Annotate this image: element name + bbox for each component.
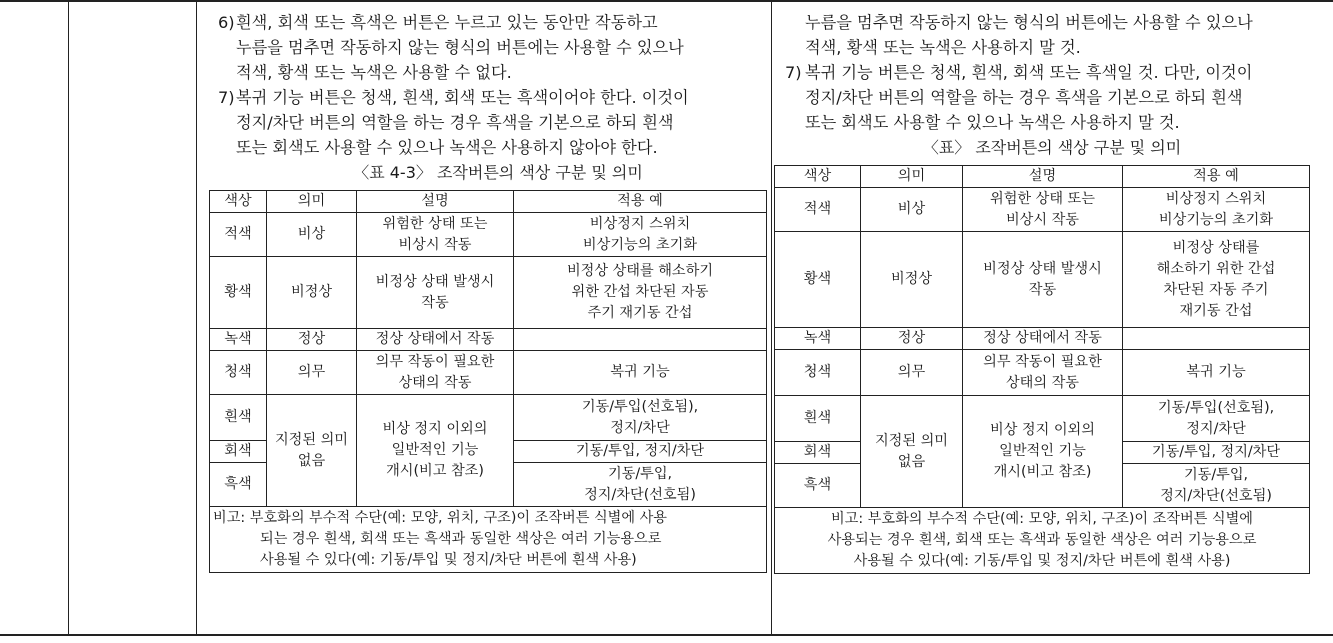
- table-cell: 청색: [210, 351, 267, 395]
- text-line: 복귀 기능 버튼은 청색, 흰색, 회색 또는 흑색이어야 한다. 이것이: [236, 88, 689, 107]
- table-cell: 복귀 기능: [1123, 350, 1310, 396]
- text-line: 적색, 황색 또는 녹색은 사용할 수 없다.: [236, 63, 512, 82]
- table-cell: 청색: [775, 350, 861, 396]
- table-cell: 의무: [861, 350, 963, 396]
- table-cell: 의무: [267, 351, 357, 395]
- table-row: [210, 257, 767, 329]
- table-note-row: [775, 508, 1310, 574]
- table-cell: 기동/투입, 정지/차단: [514, 441, 767, 463]
- table-cell: 비상: [267, 213, 357, 257]
- text-line: 복귀 기능 버튼은 청색, 흰색, 회색 또는 흑색일 것. 다만, 이것이: [805, 63, 1253, 82]
- table-header-row: [775, 166, 1310, 188]
- table-cell: 황색: [210, 257, 267, 329]
- table-cell: 비정상 상태를 해소하기 위한 간섭 차단된 자동 주기 재기동 간섭: [1123, 232, 1310, 328]
- item-number: 7): [218, 88, 235, 107]
- table-cell: 비정상 상태 발생시 작동: [963, 232, 1123, 328]
- table-cell: 기동/투입, 정지/차단(선호됨): [514, 463, 767, 507]
- table-cell: 적색: [775, 188, 861, 232]
- table-cell: 비정상 상태를 해소하기 위한 간섭 차단된 자동 주기 재기동 간섭: [514, 257, 767, 329]
- text-line: 흰색, 회색 또는 흑색은 버튼은 누르고 있는 동안만 작동하고: [236, 13, 658, 32]
- button-color-table: [209, 190, 767, 573]
- table-cell: 정상: [267, 329, 357, 351]
- header-cell: 의미: [267, 191, 357, 213]
- column-divider: [771, 0, 772, 636]
- table-row: [775, 350, 1310, 396]
- item-number: 7): [785, 63, 802, 82]
- table-cell: 회색: [775, 442, 861, 464]
- column-divider: [68, 0, 69, 636]
- table-row: [210, 351, 767, 395]
- table-cell: 지정된 의미 없음: [861, 396, 963, 508]
- table-header-row: [210, 191, 767, 213]
- header-cell: 적용 예: [1123, 166, 1310, 188]
- text-line: 정지/차단 버튼의 역할을 하는 경우 흑색을 기본으로 하되 흰색: [236, 113, 674, 132]
- text-line: 적색, 황색 또는 녹색은 사용하지 말 것.: [805, 38, 1081, 57]
- table-cell: 기동/투입(선호됨), 정지/차단: [1123, 396, 1310, 442]
- header-cell: 색상: [210, 191, 267, 213]
- table-cell: 녹색: [210, 329, 267, 351]
- table-note: 비고: 부호화의 부수적 수단(예: 모양, 위치, 구조)이 조작버튼 식별에 사용되는 경우 흰색, 회색 또는 흑색과 동일한 색상은 여러 기능용으로 사용될 수 있다(예: 기동/투입 및 정지/차단 버튼에 흰색 사용): [775, 508, 1310, 574]
- table-cell: 녹색: [775, 328, 861, 350]
- header-cell: 적용 예: [514, 191, 767, 213]
- text-line: 누름을 멈추면 작동하지 않는 형식의 버튼에는 사용할 수 있으나: [805, 13, 1253, 32]
- header-cell: 설명: [357, 191, 514, 213]
- table-cell: 위험한 상태 또는 비상시 작동: [357, 213, 514, 257]
- table-cell: [1123, 328, 1310, 350]
- table-cell: 의무 작동이 필요한 상태의 작동: [357, 351, 514, 395]
- table-cell: 기동/투입(선호됨), 정지/차단: [514, 395, 767, 441]
- table-note-row: [210, 507, 767, 573]
- table-top-border: [0, 0, 1333, 2]
- item-7: [200, 85, 766, 160]
- current-text-column: [200, 10, 766, 573]
- table-row: [775, 188, 1310, 232]
- table-cell: 정상 상태에서 작동: [963, 328, 1123, 350]
- item-number: 6): [218, 13, 235, 32]
- header-cell: 색상: [775, 166, 861, 188]
- header-cell: 설명: [963, 166, 1123, 188]
- revised-text-column: [775, 10, 1329, 574]
- table-cell: 비상 정지 이외의 일반적인 기능 개시(비고 참조): [963, 396, 1123, 508]
- text-line: 정지/차단 버튼의 역할을 하는 경우 흑색을 기본으로 하되 흰색: [805, 88, 1243, 107]
- table-row: [210, 395, 767, 441]
- table-cell: 회색: [210, 441, 267, 463]
- table-row: [775, 328, 1310, 350]
- item-6-continued: [200, 35, 766, 85]
- table-cell: 비상: [861, 188, 963, 232]
- table-row: [210, 329, 767, 351]
- table-cell: 비정상: [861, 232, 963, 328]
- table-row: [775, 396, 1310, 442]
- table-cell: 정상: [861, 328, 963, 350]
- table-cell: 비정상 상태 발생시 작동: [357, 257, 514, 329]
- table-cell: 복귀 기능: [514, 351, 767, 395]
- item-6: [200, 10, 766, 35]
- table-cell: 흰색: [775, 396, 861, 442]
- table-cell: [514, 329, 767, 351]
- table-cell: 기동/투입, 정지/차단(선호됨): [1123, 464, 1310, 508]
- item-7: [775, 60, 1329, 135]
- table-cell: 비정상: [267, 257, 357, 329]
- table-caption: 〈표 4-3〉 조작버튼의 색상 구분 및 의미: [353, 163, 643, 182]
- table-cell: 지정된 의미 없음: [267, 395, 357, 507]
- table-cell: 위험한 상태 또는 비상시 작동: [963, 188, 1123, 232]
- text-line: 또는 회색도 사용할 수 있으나 녹색은 사용하지 말 것.: [805, 113, 1180, 132]
- table-cell: 흑색: [210, 463, 267, 507]
- table-note: 비고: 부호화의 부수적 수단(예: 모양, 위치, 구조)이 조작버튼 식별에 사용 되는 경우 흰색, 회색 또는 흑색과 동일한 색상은 여러 기능용으로 사용될 수 있다(예: 기동/투입 및 정지/차단 버튼에 흰색 사용): [210, 507, 767, 573]
- table-cell: 정상 상태에서 작동: [357, 329, 514, 351]
- column-divider: [196, 0, 197, 636]
- text-line: 또는 회색도 사용할 수 있으나 녹색은 사용하지 않아야 한다.: [236, 138, 658, 157]
- table-cell: 적색: [210, 213, 267, 257]
- table-cell: 기동/투입, 정지/차단: [1123, 442, 1310, 464]
- table-bottom-border: [0, 634, 1333, 636]
- table-row: [210, 213, 767, 257]
- table-cell: 비상정지 스위치 비상기능의 초기화: [1123, 188, 1310, 232]
- table-cell: 비상 정지 이외의 일반적인 기능 개시(비고 참조): [357, 395, 514, 507]
- table-row: [775, 232, 1310, 328]
- table-cell: 황색: [775, 232, 861, 328]
- table-cell: 비상정지 스위치 비상기능의 초기화: [514, 213, 767, 257]
- button-color-table: [774, 165, 1310, 574]
- table-cell: 흰색: [210, 395, 267, 441]
- item-6-continued: [775, 10, 1329, 60]
- text-line: 누름을 멈추면 작동하지 않는 형식의 버튼에는 사용할 수 있으나: [236, 38, 684, 57]
- header-cell: 의미: [861, 166, 963, 188]
- table-cell: 흑색: [775, 464, 861, 508]
- table-caption: 〈표〉 조작버튼의 색상 구분 및 의미: [922, 138, 1182, 157]
- table-cell: 의무 작동이 필요한 상태의 작동: [963, 350, 1123, 396]
